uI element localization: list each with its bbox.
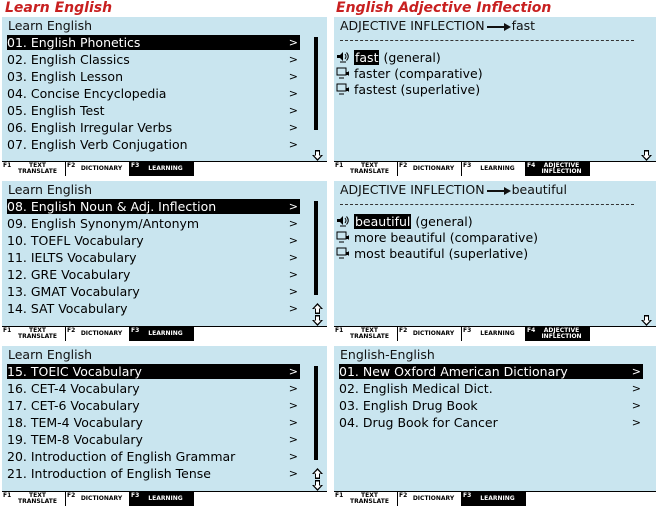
inflection-form-word: beautiful [355, 214, 411, 229]
scroll-up-icon[interactable] [312, 468, 323, 479]
function-key-number: F1 [335, 162, 344, 169]
menu-item-label: 08. English Noun & Adj. Inflection [7, 199, 217, 214]
chevron-right-icon: > [288, 217, 298, 230]
divider [340, 204, 634, 205]
menu-item[interactable] [7, 415, 300, 430]
menu1-panel [2, 17, 327, 176]
chevron-right-icon: > [288, 450, 298, 463]
chevron-right-icon: > [288, 200, 298, 213]
function-key-number: F3 [463, 162, 472, 169]
function-key-label: TEXT TRANSLATE [18, 492, 57, 505]
menu-item-label: 07. English Verb Conjugation [7, 137, 188, 152]
function-key-label: LEARNING [148, 330, 183, 337]
menu-item[interactable] [7, 267, 300, 282]
function-key-f1[interactable] [334, 327, 398, 341]
menu-item[interactable] [7, 199, 300, 214]
function-key-number: F2 [67, 327, 76, 334]
menu-item-label: 04. Concise Encyclopedia [7, 86, 167, 101]
function-key-label: TEXT TRANSLATE [350, 327, 389, 340]
function-key-f4[interactable] [526, 162, 590, 176]
dictionary-item-label: 03. English Drug Book [339, 398, 478, 413]
panel-title: Learn English [8, 18, 93, 33]
function-key-number: F2 [399, 492, 408, 499]
chevron-right-icon: > [288, 53, 298, 66]
dict-panel [334, 346, 656, 506]
dictionary-item-label: 04. Drug Book for Cancer [339, 415, 498, 430]
chevron-right-icon: > [288, 268, 298, 281]
menu-item[interactable] [7, 432, 300, 447]
menu-item[interactable] [7, 86, 300, 101]
inflection-form [354, 82, 480, 97]
chevron-right-icon: > [631, 365, 641, 378]
function-key-f3[interactable] [130, 327, 194, 341]
function-key-number: F1 [3, 162, 12, 169]
menu-item-label: 18. TEM-4 Vocabulary [7, 415, 143, 430]
monitor-speaker-icon[interactable] [336, 67, 350, 80]
menu-item-label: 17. CET-6 Vocabulary [7, 398, 140, 413]
menu-item-label: 13. GMAT Vocabulary [7, 284, 140, 299]
function-key-bar [2, 491, 327, 506]
panel-title: English-English [340, 347, 435, 362]
menu-item-label: 15. TOEIC Vocabulary [7, 364, 142, 379]
function-key-f2[interactable] [398, 162, 462, 176]
function-key-label: DICTIONARY [412, 165, 455, 172]
dictionary-item-label: 02. English Medical Dict. [339, 381, 493, 396]
chevron-right-icon: > [288, 70, 298, 83]
inflection-title [340, 18, 535, 33]
inflection-form-word: most beautiful [354, 246, 445, 261]
chevron-right-icon: > [631, 399, 641, 412]
function-key-f3[interactable] [462, 327, 526, 341]
function-key-label: LEARNING [480, 495, 515, 502]
chevron-right-icon: > [288, 433, 298, 446]
menu-item-label: 02. English Classics [7, 52, 130, 67]
inflection-title [340, 182, 567, 197]
menu-item-label: 09. English Synonym/Antonym [7, 216, 200, 231]
inflection-form [354, 230, 538, 245]
menu-item[interactable] [7, 137, 300, 152]
menu-item-label: 01. English Phonetics [7, 35, 141, 50]
inflection-form-word: fast [355, 50, 379, 65]
function-key-f3[interactable] [130, 162, 194, 176]
divider [340, 40, 634, 41]
infl2-panel [334, 181, 656, 341]
chevron-right-icon: > [631, 416, 641, 429]
function-key-number: F3 [131, 327, 140, 334]
function-key-label: LEARNING [148, 165, 183, 172]
function-key-f4[interactable] [526, 327, 590, 341]
monitor-speaker-icon[interactable] [336, 231, 350, 244]
chevron-right-icon: > [288, 121, 298, 134]
chevron-right-icon: > [288, 467, 298, 480]
menu-item-label: 12. GRE Vocabulary [7, 267, 131, 282]
dictionary-item-label: 01. New Oxford American Dictionary [339, 364, 568, 379]
menu-item-label: 14. SAT Vocabulary [7, 301, 128, 316]
inflection-form [354, 246, 528, 261]
menu-item[interactable] [7, 364, 300, 379]
chevron-right-icon: > [631, 382, 641, 395]
scroll-up-icon[interactable] [312, 303, 323, 314]
speaker-icon[interactable] [336, 51, 350, 64]
dictionary-item[interactable] [339, 398, 643, 413]
chevron-right-icon: > [288, 251, 298, 264]
menu-item-label: 10. TOEFL Vocabulary [7, 233, 144, 248]
function-key-label: DICTIONARY [80, 165, 123, 172]
inflection-form [354, 66, 483, 81]
function-key-bar [2, 161, 327, 176]
dictionary-item[interactable] [339, 364, 643, 379]
dictionary-item[interactable] [339, 415, 643, 430]
menu-item[interactable] [7, 250, 300, 265]
chevron-right-icon: > [288, 382, 298, 395]
function-key-number: F2 [399, 327, 408, 334]
chevron-right-icon: > [288, 104, 298, 117]
arrow-right-icon [487, 187, 511, 195]
inflection-form-word: fastest [354, 82, 397, 97]
function-key-number: F2 [67, 162, 76, 169]
menu-item-label: 19. TEM-8 Vocabulary [7, 432, 143, 447]
infl1-panel [334, 17, 656, 176]
inflection-row[interactable] [334, 230, 636, 245]
function-key-f1[interactable] [334, 492, 398, 506]
function-key-f3[interactable] [130, 492, 194, 506]
function-key-number: F1 [335, 327, 344, 334]
function-key-label: LEARNING [148, 495, 183, 502]
function-key-f2[interactable] [398, 492, 462, 506]
function-key-label: TEXT TRANSLATE [18, 327, 57, 340]
menu-item[interactable] [7, 52, 300, 67]
function-key-f1[interactable] [334, 162, 398, 176]
function-key-label: TEXT TRANSLATE [350, 492, 389, 505]
function-key-number: F1 [3, 492, 12, 499]
inflection-form [354, 214, 473, 229]
menu-item[interactable] [7, 398, 300, 413]
adjective-inflection-heading: English Adjective Inflection [336, 0, 552, 16]
function-key-label: DICTIONARY [412, 495, 455, 502]
chevron-right-icon: > [288, 302, 298, 315]
function-key-bar [334, 161, 656, 176]
menu-item-label: 20. Introduction of English Grammar [7, 449, 236, 464]
monitor-speaker-icon[interactable] [336, 247, 350, 260]
function-key-number: F3 [463, 492, 472, 499]
inflection-label: ADJECTIVE INFLECTION [340, 18, 485, 33]
function-key-number: F3 [131, 492, 140, 499]
menu-item-label: 05. English Test [7, 103, 105, 118]
menu-item[interactable] [7, 216, 300, 231]
panel-title: Learn English [8, 347, 93, 362]
inflection-label: ADJECTIVE INFLECTION [340, 182, 485, 197]
inflection-form-type: (comparative) [390, 66, 483, 81]
menu-item[interactable] [7, 35, 300, 50]
inflection-form-type: (superlative) [444, 246, 529, 261]
scrollbar[interactable] [314, 37, 318, 130]
inflection-form-word: faster [354, 66, 391, 81]
function-key-number: F4 [527, 327, 536, 334]
chevron-right-icon: > [288, 399, 298, 412]
function-key-f2[interactable] [66, 162, 130, 176]
inflection-word: beautiful [511, 182, 567, 197]
menu-item-label: 21. Introduction of English Tense [7, 466, 211, 481]
inflection-form-type: (general) [411, 214, 473, 229]
menu-item-label: 11. IELTS Vocabulary [7, 250, 137, 265]
inflection-row[interactable] [334, 82, 636, 97]
menu-item[interactable] [7, 466, 300, 481]
inflection-word: fast [511, 18, 536, 33]
menu-item[interactable] [7, 103, 300, 118]
function-key-f3[interactable] [462, 162, 526, 176]
function-key-number: F2 [399, 162, 408, 169]
chevron-right-icon: > [288, 138, 298, 151]
function-key-bar [334, 491, 656, 506]
dictionary-item[interactable] [339, 381, 643, 396]
function-key-label: DICTIONARY [412, 330, 455, 337]
function-key-number: F4 [527, 162, 536, 169]
function-key-f1[interactable] [2, 492, 66, 506]
scroll-down-icon[interactable] [312, 315, 323, 326]
arrow-right-icon [487, 23, 511, 31]
function-key-f2[interactable] [66, 492, 130, 506]
function-key-f2[interactable] [398, 327, 462, 341]
scrollbar[interactable] [314, 201, 318, 295]
function-key-f1[interactable] [2, 162, 66, 176]
function-key-bar [334, 326, 656, 341]
function-key-f3[interactable] [462, 492, 526, 506]
function-key-label: ADJECTIVE INFLECTION [541, 162, 582, 175]
menu-item-label: 06. English Irregular Verbs [7, 120, 173, 135]
learn-english-heading: Learn English [5, 0, 113, 16]
inflection-row[interactable] [334, 246, 636, 261]
menu-item[interactable] [7, 233, 300, 248]
menu2-panel [2, 181, 327, 341]
menu-item[interactable] [7, 301, 300, 316]
function-key-label: LEARNING [480, 165, 515, 172]
function-key-number: F1 [335, 492, 344, 499]
function-key-f2[interactable] [66, 327, 130, 341]
menu-item-label: 16. CET-4 Vocabulary [7, 381, 140, 396]
menu-item[interactable] [7, 381, 300, 396]
menu-item[interactable] [7, 284, 300, 299]
scroll-down-icon[interactable] [641, 315, 652, 326]
scroll-down-icon[interactable] [312, 480, 323, 491]
inflection-form-type: (superlative) [396, 82, 481, 97]
function-key-label: ADJECTIVE INFLECTION [541, 327, 582, 340]
function-key-number: F3 [463, 327, 472, 334]
function-key-bar [2, 326, 327, 341]
function-key-f1[interactable] [2, 327, 66, 341]
speaker-icon[interactable] [336, 215, 350, 228]
inflection-form-type: (general) [379, 50, 441, 65]
chevron-right-icon: > [288, 87, 298, 100]
function-key-number: F1 [3, 327, 12, 334]
inflection-form-type: (comparative) [445, 230, 539, 245]
monitor-speaker-icon[interactable] [336, 83, 350, 96]
inflection-row[interactable] [334, 66, 636, 81]
scroll-down-icon[interactable] [641, 150, 652, 161]
menu-item-label: 03. English Lesson [7, 69, 123, 84]
menu-item[interactable] [7, 120, 300, 135]
function-key-label: DICTIONARY [80, 330, 123, 337]
inflection-row[interactable] [334, 214, 636, 229]
chevron-right-icon: > [288, 36, 298, 49]
function-key-label: TEXT TRANSLATE [350, 162, 389, 175]
function-key-number: F2 [67, 492, 76, 499]
inflection-form [354, 50, 441, 65]
chevron-right-icon: > [288, 285, 298, 298]
scroll-down-icon[interactable] [312, 150, 323, 161]
menu-item[interactable] [7, 449, 300, 464]
function-key-label: DICTIONARY [80, 495, 123, 502]
scrollbar[interactable] [314, 366, 318, 460]
inflection-row[interactable] [334, 50, 636, 65]
menu-item[interactable] [7, 69, 300, 84]
menu3-panel [2, 346, 327, 506]
inflection-form-word: more beautiful [354, 230, 446, 245]
chevron-right-icon: > [288, 365, 298, 378]
chevron-right-icon: > [288, 234, 298, 247]
chevron-right-icon: > [288, 416, 298, 429]
function-key-label: LEARNING [480, 330, 515, 337]
function-key-number: F3 [131, 162, 140, 169]
panel-title: Learn English [8, 182, 93, 197]
function-key-label: TEXT TRANSLATE [18, 162, 57, 175]
